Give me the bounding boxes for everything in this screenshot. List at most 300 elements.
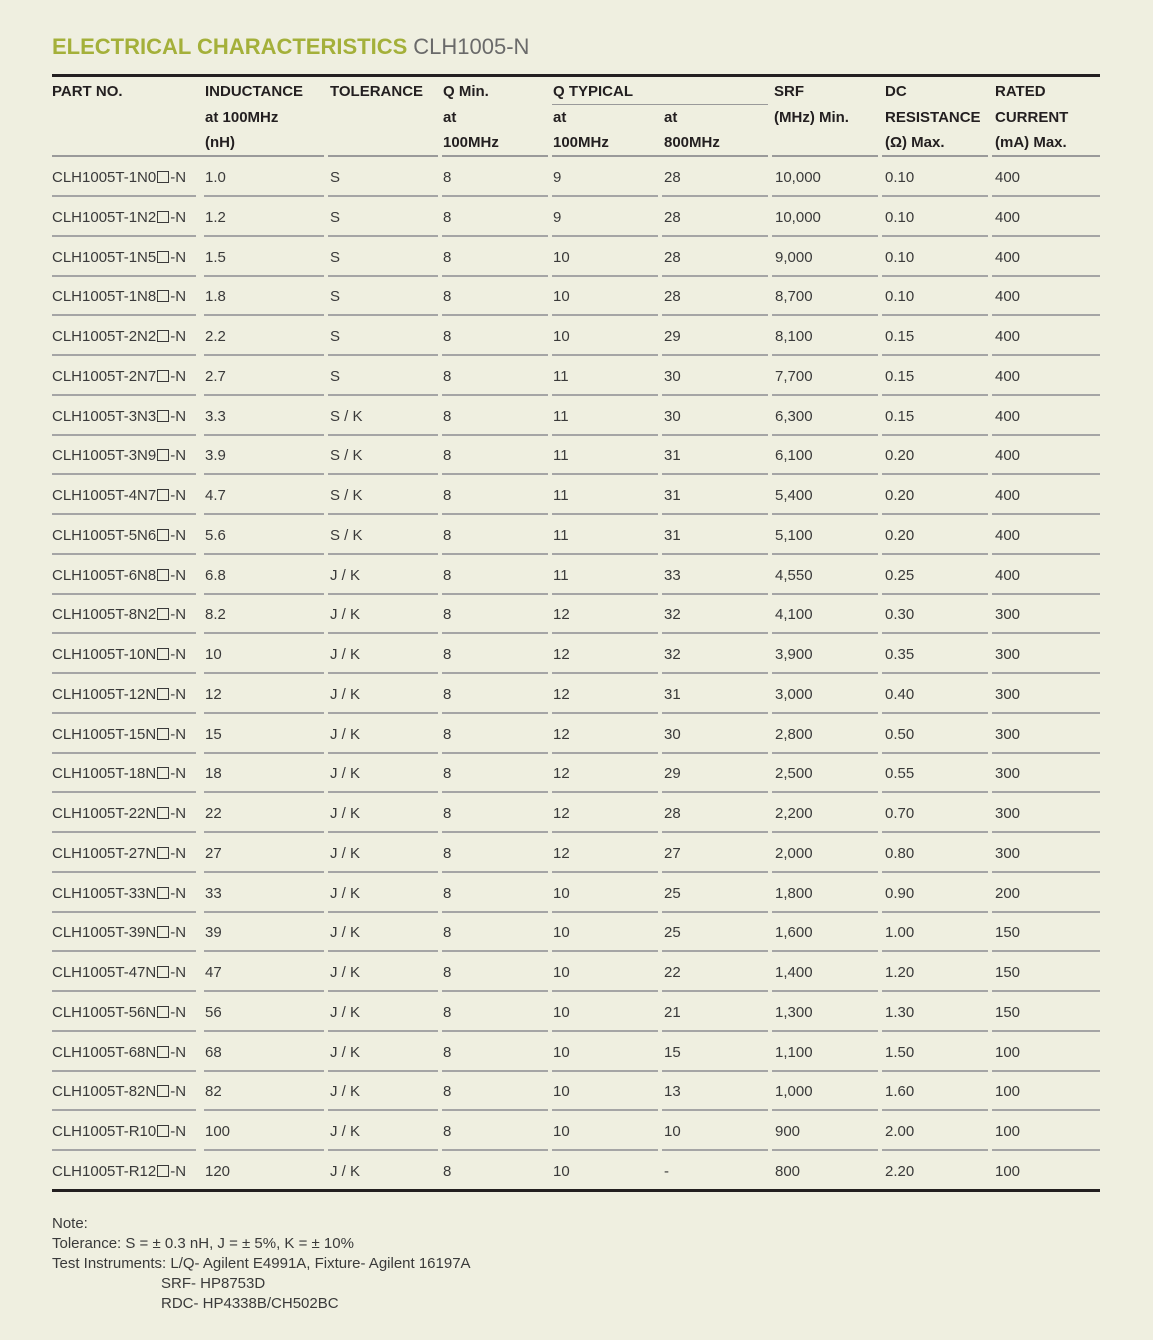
- tolerance-code-box-icon: [157, 1006, 169, 1018]
- row-divider: [552, 1109, 658, 1111]
- cell-part-no: CLH1005T-3N3 -N: [52, 407, 187, 425]
- cell-q-min: 8: [443, 964, 452, 981]
- cell-rated-current: 300: [995, 646, 1021, 663]
- row-divider: [204, 195, 324, 197]
- cell-rated-current: 400: [995, 367, 1021, 385]
- cell-srf: 3,000: [775, 685, 813, 703]
- row-divider: [772, 473, 878, 475]
- row-divider: [882, 314, 988, 316]
- row-divider: [992, 473, 1100, 475]
- cell-q-min: 8: [443, 447, 452, 465]
- row-divider: [328, 235, 438, 237]
- row-divider: [204, 275, 324, 277]
- cell-rated-current: 400: [995, 208, 1021, 226]
- row-divider: [992, 831, 1100, 833]
- row-divider: [328, 434, 438, 436]
- cell-q-typ-800mhz: 28: [664, 169, 681, 186]
- cell-q-typ-800mhz: 21: [664, 1003, 681, 1021]
- cell-srf: 1,100: [775, 1043, 813, 1061]
- cell-srf: 7,700: [775, 367, 813, 385]
- row-divider: [992, 752, 1100, 754]
- row-divider: [442, 1070, 548, 1072]
- row-divider: [52, 712, 196, 714]
- cell-q-typ-100mhz: 12: [553, 646, 570, 663]
- tolerance-code-box-icon: [157, 1085, 169, 1097]
- row-divider: [882, 1149, 988, 1151]
- row-divider: [662, 1149, 768, 1151]
- cell-rated-current: 400: [995, 169, 1021, 186]
- row-divider: [442, 831, 548, 833]
- cell-tolerance: J / K: [330, 685, 361, 703]
- cell-q-min: 8: [443, 208, 452, 226]
- row-divider: [328, 513, 438, 515]
- row-divider: [992, 1149, 1100, 1151]
- row-divider: [328, 950, 438, 952]
- row-divider: [992, 195, 1100, 197]
- cell-inductance: 3.3: [205, 407, 226, 425]
- tolerance-code-box-icon: [157, 847, 169, 859]
- note-heading: Note:: [52, 1215, 88, 1232]
- row-divider: [204, 791, 324, 793]
- cell-dc-resistance: 0.80: [885, 844, 915, 862]
- row-divider: [442, 990, 548, 992]
- cell-q-min: 8: [443, 725, 452, 743]
- row-divider: [662, 593, 768, 595]
- cell-srf: 6,100: [775, 447, 813, 465]
- cell-part-no: CLH1005T-6N8 -N: [52, 566, 187, 584]
- title-main: ELECTRICAL CHARACTERISTICS: [52, 34, 408, 59]
- row-divider: [52, 1030, 196, 1032]
- cell-inductance: 100: [205, 1123, 231, 1140]
- cell-q-typ-800mhz: 31: [664, 526, 681, 544]
- row-divider: [662, 553, 768, 555]
- row-divider: [328, 831, 438, 833]
- cell-q-min: 8: [443, 169, 452, 186]
- cell-dc-resistance: 0.40: [885, 685, 915, 703]
- row-divider: [552, 1030, 658, 1032]
- cell-inductance: 1.5: [205, 248, 226, 266]
- row-divider: [662, 1030, 768, 1032]
- row-divider: [772, 513, 878, 515]
- row-divider: [992, 1109, 1100, 1111]
- cell-q-typ-800mhz: 10: [664, 1123, 681, 1140]
- row-divider: [772, 1030, 878, 1032]
- header-underline: [992, 155, 1100, 157]
- cell-q-typ-800mhz: 28: [664, 248, 681, 266]
- cell-tolerance: S / K: [330, 447, 363, 465]
- row-divider: [772, 990, 878, 992]
- cell-rated-current: 400: [995, 447, 1021, 465]
- cell-q-typ-100mhz: 10: [553, 884, 570, 902]
- cell-rated-current: 300: [995, 844, 1021, 862]
- cell-srf: 2,500: [775, 765, 813, 783]
- row-divider: [328, 275, 438, 277]
- row-divider: [52, 1149, 196, 1151]
- cell-part-no: CLH1005T-3N9 -N: [52, 447, 187, 465]
- cell-q-min: 8: [443, 685, 452, 703]
- tolerance-code-box-icon: [157, 966, 169, 978]
- cell-rated-current: 400: [995, 526, 1021, 544]
- table-row: [0, 595, 1153, 635]
- row-divider: [442, 235, 548, 237]
- row-divider: [882, 394, 988, 396]
- header-dc-resistance: DC RESISTANCE (Ω) Max.: [885, 83, 981, 151]
- cell-srf: 10,000: [775, 208, 821, 226]
- row-divider: [442, 553, 548, 555]
- cell-dc-resistance: 0.70: [885, 805, 915, 822]
- row-divider: [662, 791, 768, 793]
- table-row: [0, 1112, 1153, 1152]
- cell-q-typ-800mhz: 28: [664, 805, 681, 822]
- cell-q-typ-100mhz: 11: [553, 407, 569, 425]
- row-divider: [772, 950, 878, 952]
- row-divider: [662, 235, 768, 237]
- row-divider: [52, 354, 196, 356]
- cell-tolerance: J / K: [330, 924, 361, 942]
- cell-inductance: 1.8: [205, 288, 226, 306]
- row-divider: [662, 672, 768, 674]
- row-divider: [882, 235, 988, 237]
- row-divider: [552, 950, 658, 952]
- row-divider: [772, 1109, 878, 1111]
- cell-q-typ-100mhz: 10: [553, 1123, 570, 1140]
- cell-inductance: 33: [205, 884, 222, 902]
- row-divider: [52, 473, 196, 475]
- row-divider: [882, 632, 988, 634]
- row-divider: [882, 1109, 988, 1111]
- cell-q-typ-800mhz: 28: [664, 288, 681, 306]
- cell-q-min: 8: [443, 1162, 452, 1180]
- notes: [52, 1214, 471, 1314]
- row-divider: [552, 195, 658, 197]
- row-divider: [552, 593, 658, 595]
- cell-q-typ-800mhz: 25: [664, 884, 681, 902]
- cell-rated-current: 150: [995, 964, 1021, 981]
- row-divider: [204, 1149, 324, 1151]
- row-divider: [552, 473, 658, 475]
- cell-rated-current: 400: [995, 288, 1021, 306]
- cell-tolerance: S / K: [330, 487, 363, 504]
- row-divider: [52, 593, 196, 595]
- row-divider: [992, 314, 1100, 316]
- table-row: [0, 675, 1153, 715]
- cell-tolerance: S / K: [330, 407, 363, 425]
- table-row: [0, 834, 1153, 874]
- row-divider: [552, 911, 658, 913]
- row-divider: [552, 235, 658, 237]
- row-divider: [52, 1109, 196, 1111]
- table-row: [0, 238, 1153, 278]
- cell-srf: 2,800: [775, 725, 813, 743]
- header-srf: SRF (MHz) Min.: [774, 83, 849, 126]
- row-divider: [772, 712, 878, 714]
- row-divider: [552, 990, 658, 992]
- tolerance-code-box-icon: [157, 330, 169, 342]
- tolerance-code-box-icon: [157, 1165, 169, 1177]
- cell-inductance: 47: [205, 964, 222, 981]
- cell-rated-current: 300: [995, 606, 1021, 624]
- row-divider: [772, 672, 878, 674]
- note-tolerance: Tolerance: S = ± 0.3 nH, J = ± 5%, K = ± 10%: [52, 1235, 354, 1252]
- cell-q-typ-100mhz: 12: [553, 606, 570, 624]
- row-divider: [442, 473, 548, 475]
- cell-q-typ-100mhz: 10: [553, 1043, 570, 1061]
- row-divider: [204, 354, 324, 356]
- tolerance-code-box-icon: [157, 1046, 169, 1058]
- cell-tolerance: S: [330, 208, 341, 226]
- cell-part-no: CLH1005T-56N -N: [52, 1003, 187, 1021]
- cell-rated-current: 150: [995, 924, 1021, 942]
- row-divider: [442, 275, 548, 277]
- row-divider: [328, 632, 438, 634]
- table-row: [0, 476, 1153, 516]
- cell-part-no: CLH1005T-R10 -N: [52, 1123, 187, 1140]
- table-bottom-rule: [52, 1189, 1100, 1192]
- cell-tolerance: J / K: [330, 566, 361, 584]
- cell-dc-resistance: 0.25: [885, 566, 915, 584]
- row-divider: [882, 672, 988, 674]
- cell-dc-resistance: 0.15: [885, 328, 915, 345]
- table-row: [0, 1152, 1153, 1192]
- tolerance-code-box-icon: [157, 290, 169, 302]
- table-row: [0, 1072, 1153, 1112]
- row-divider: [662, 354, 768, 356]
- row-divider: [662, 990, 768, 992]
- table-row: [0, 953, 1153, 993]
- row-divider: [772, 911, 878, 913]
- table-row: [0, 993, 1153, 1033]
- row-divider: [442, 593, 548, 595]
- cell-tolerance: S: [330, 367, 341, 385]
- cell-dc-resistance: 1.50: [885, 1043, 915, 1061]
- tolerance-code-box-icon: [157, 569, 169, 581]
- cell-q-typ-100mhz: 12: [553, 725, 570, 743]
- tolerance-code-box-icon: [157, 251, 169, 263]
- header-tolerance: TOLERANCE: [330, 83, 424, 100]
- row-divider: [992, 1070, 1100, 1072]
- cell-tolerance: J / K: [330, 646, 361, 663]
- row-divider: [882, 950, 988, 952]
- row-divider: [552, 791, 658, 793]
- cell-part-no: CLH1005T-2N7 -N: [52, 367, 187, 385]
- cell-q-typ-800mhz: 22: [664, 964, 681, 981]
- cell-dc-resistance: 1.20: [885, 964, 915, 981]
- row-divider: [328, 354, 438, 356]
- cell-q-min: 8: [443, 248, 452, 266]
- cell-dc-resistance: 0.10: [885, 169, 915, 186]
- row-divider: [552, 752, 658, 754]
- cell-part-no: CLH1005T-R12 -N: [52, 1162, 187, 1180]
- row-divider: [772, 752, 878, 754]
- note-srf: SRF- HP8753D: [161, 1275, 266, 1292]
- cell-part-no: CLH1005T-47N -N: [52, 964, 187, 981]
- cell-q-typ-100mhz: 10: [553, 1003, 570, 1021]
- row-divider: [662, 1070, 768, 1072]
- row-divider: [52, 831, 196, 833]
- cell-q-typ-100mhz: 11: [553, 566, 569, 584]
- cell-inductance: 18: [205, 765, 222, 783]
- cell-srf: 8,700: [775, 288, 813, 306]
- cell-dc-resistance: 0.55: [885, 765, 915, 783]
- header-underline: [552, 155, 768, 157]
- row-divider: [204, 752, 324, 754]
- tolerance-code-box-icon: [157, 211, 169, 223]
- cell-q-min: 8: [443, 1123, 452, 1140]
- cell-tolerance: J / K: [330, 844, 361, 862]
- cell-q-min: 8: [443, 407, 452, 425]
- cell-dc-resistance: 0.10: [885, 288, 915, 306]
- header-q-typical: Q TYPICAL: [553, 83, 634, 100]
- table-row: [0, 436, 1153, 476]
- row-divider: [52, 911, 196, 913]
- cell-part-no: CLH1005T-1N2 -N: [52, 208, 187, 226]
- tolerance-code-box-icon: [157, 449, 169, 461]
- row-divider: [992, 791, 1100, 793]
- row-divider: [992, 434, 1100, 436]
- row-divider: [52, 950, 196, 952]
- row-divider: [328, 752, 438, 754]
- row-divider: [204, 473, 324, 475]
- cell-q-typ-100mhz: 12: [553, 844, 570, 862]
- tolerance-code-box-icon: [157, 370, 169, 382]
- row-divider: [552, 434, 658, 436]
- table-row: [0, 397, 1153, 437]
- row-divider: [882, 712, 988, 714]
- cell-srf: 3,900: [775, 646, 813, 663]
- row-divider: [882, 871, 988, 873]
- cell-part-no: CLH1005T-2N2 -N: [52, 328, 187, 345]
- row-divider: [552, 712, 658, 714]
- cell-q-typ-800mhz: 28: [664, 208, 681, 226]
- cell-rated-current: 150: [995, 1003, 1021, 1021]
- cell-q-typ-100mhz: 11: [553, 526, 569, 544]
- cell-rated-current: 400: [995, 487, 1021, 504]
- row-divider: [52, 394, 196, 396]
- cell-q-typ-800mhz: 30: [664, 407, 681, 425]
- row-divider: [992, 990, 1100, 992]
- row-divider: [772, 871, 878, 873]
- table-row: [0, 794, 1153, 834]
- row-divider: [442, 513, 548, 515]
- cell-q-min: 8: [443, 924, 452, 942]
- cell-rated-current: 400: [995, 566, 1021, 584]
- cell-q-typ-800mhz: 29: [664, 765, 681, 783]
- tolerance-code-box-icon: [157, 807, 169, 819]
- header-part-no: PART NO.: [52, 83, 123, 100]
- page-title: [52, 34, 529, 60]
- row-divider: [328, 672, 438, 674]
- cell-tolerance: J / K: [330, 765, 361, 783]
- row-divider: [204, 553, 324, 555]
- cell-part-no: CLH1005T-22N -N: [52, 805, 187, 822]
- tolerance-code-box-icon: [157, 1125, 169, 1137]
- cell-inductance: 68: [205, 1043, 222, 1061]
- row-divider: [992, 394, 1100, 396]
- cell-q-typ-100mhz: 11: [553, 487, 569, 504]
- tolerance-code-box-icon: [157, 887, 169, 899]
- tolerance-code-box-icon: [157, 648, 169, 660]
- row-divider: [328, 1149, 438, 1151]
- cell-srf: 8,100: [775, 328, 813, 345]
- row-divider: [328, 473, 438, 475]
- cell-q-min: 8: [443, 367, 452, 385]
- cell-inductance: 5.6: [205, 526, 226, 544]
- row-divider: [52, 434, 196, 436]
- header-underline: [52, 155, 324, 157]
- tolerance-code-box-icon: [157, 728, 169, 740]
- cell-inductance: 6.8: [205, 566, 226, 584]
- row-divider: [882, 911, 988, 913]
- cell-rated-current: 400: [995, 328, 1021, 345]
- row-divider: [772, 195, 878, 197]
- cell-dc-resistance: 0.20: [885, 526, 915, 544]
- cell-srf: 10,000: [775, 169, 821, 186]
- row-divider: [552, 1070, 658, 1072]
- cell-q-min: 8: [443, 606, 452, 624]
- row-divider: [882, 831, 988, 833]
- cell-q-typ-800mhz: 32: [664, 646, 681, 663]
- note-instruments: Test Instruments: L/Q- Agilent E4991A, Fixture- Agilent 16197A: [52, 1255, 471, 1272]
- tolerance-code-box-icon: [157, 767, 169, 779]
- cell-part-no: CLH1005T-15N -N: [52, 725, 187, 743]
- row-divider: [204, 672, 324, 674]
- cell-inductance: 8.2: [205, 606, 226, 624]
- row-divider: [552, 275, 658, 277]
- cell-q-min: 8: [443, 566, 452, 584]
- row-divider: [52, 632, 196, 634]
- row-divider: [328, 990, 438, 992]
- row-divider: [328, 1030, 438, 1032]
- cell-tolerance: S: [330, 328, 341, 345]
- cell-dc-resistance: 0.90: [885, 884, 915, 902]
- row-divider: [328, 791, 438, 793]
- row-divider: [992, 553, 1100, 555]
- row-divider: [772, 553, 878, 555]
- cell-tolerance: S / K: [330, 526, 363, 544]
- row-divider: [992, 354, 1100, 356]
- cell-part-no: CLH1005T-8N2 -N: [52, 606, 187, 624]
- row-divider: [52, 752, 196, 754]
- cell-tolerance: J / K: [330, 1083, 361, 1101]
- row-divider: [552, 513, 658, 515]
- row-divider: [772, 593, 878, 595]
- row-divider: [552, 1149, 658, 1151]
- row-divider: [882, 553, 988, 555]
- row-divider: [882, 990, 988, 992]
- row-divider: [52, 791, 196, 793]
- cell-srf: 1,000: [775, 1083, 813, 1101]
- cell-inductance: 27: [205, 844, 222, 862]
- row-divider: [328, 712, 438, 714]
- cell-srf: 1,800: [775, 884, 813, 902]
- cell-q-typ-100mhz: 9: [553, 169, 562, 186]
- cell-q-typ-800mhz: 33: [664, 566, 681, 584]
- row-divider: [992, 911, 1100, 913]
- row-divider: [204, 513, 324, 515]
- row-divider: [772, 275, 878, 277]
- row-divider: [204, 1109, 324, 1111]
- cell-q-typ-100mhz: 10: [553, 924, 570, 942]
- cell-tolerance: J / K: [330, 1162, 361, 1180]
- row-divider: [992, 871, 1100, 873]
- cell-q-min: 8: [443, 487, 452, 504]
- row-divider: [772, 314, 878, 316]
- table-row: [0, 317, 1153, 357]
- cell-dc-resistance: 0.10: [885, 248, 915, 266]
- cell-rated-current: 300: [995, 805, 1021, 822]
- row-divider: [442, 672, 548, 674]
- row-divider: [52, 275, 196, 277]
